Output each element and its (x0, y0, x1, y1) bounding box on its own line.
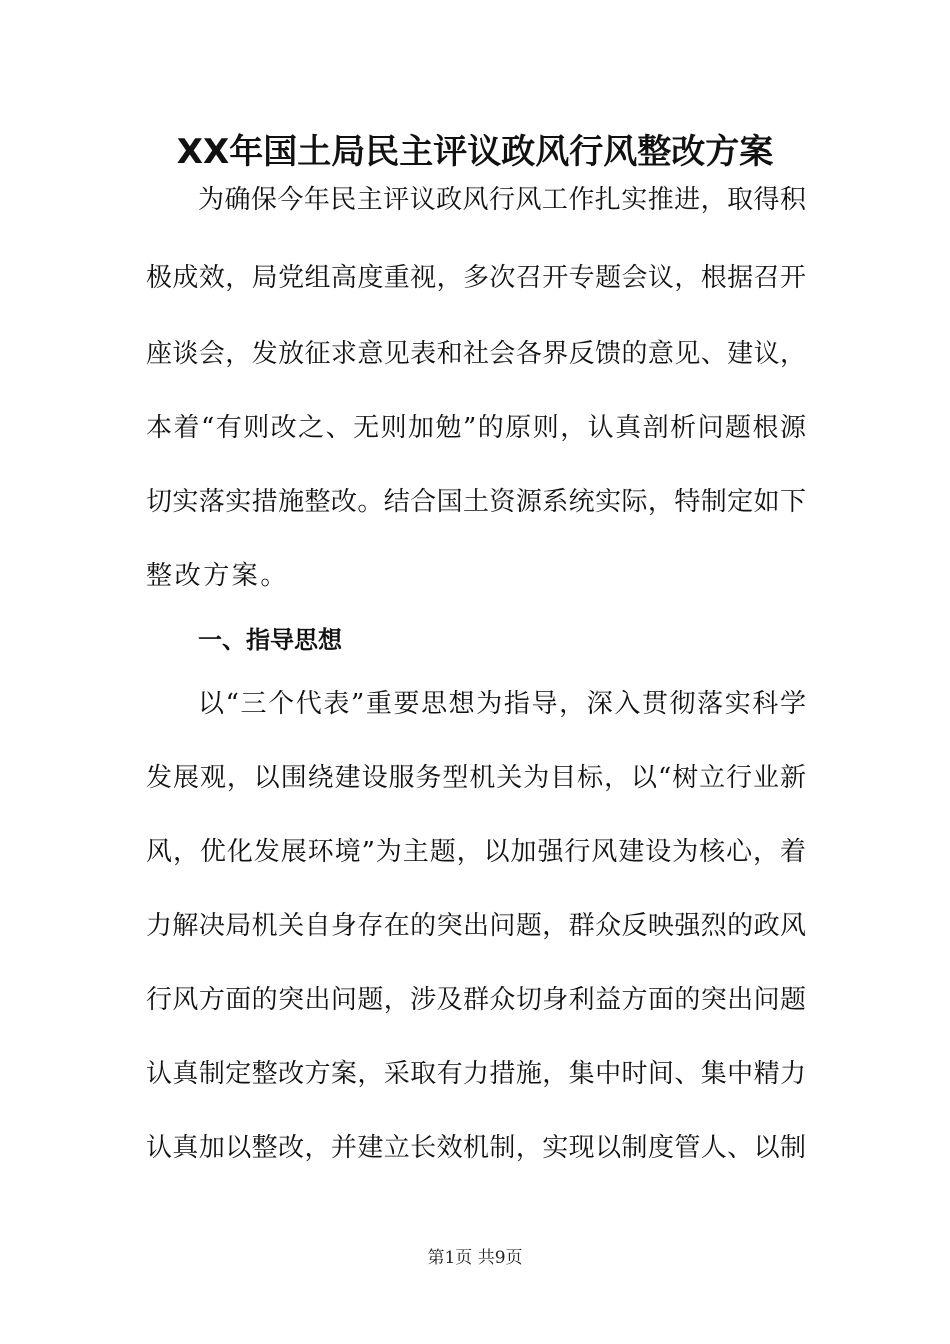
section1-line-6: 认真制定整改方案，采取有力措施，集中时间、集中精力 (146, 1059, 806, 1089)
section1-line-7: 认真加以整改，并建立长效机制，实现以制度管人、以制 (146, 1133, 806, 1163)
intro-line-3: 座谈会，发放征求意见表和社会各界反馈的意见、建议， (146, 339, 806, 369)
section1-line-2: 发展观，以围绕建设服务型机关为目标，以“树立行业新 (146, 763, 806, 793)
intro-line-6: 整改方案。 (146, 561, 290, 591)
section1-line-3: 风，优化发展环境”为主题，以加强行风建设为核心，着 (146, 837, 806, 867)
document-title: XX年国土局民主评议政风行风整改方案 (176, 132, 774, 172)
intro-line-1: 为确保今年民主评议政风行风工作扎实推进，取得积 (198, 185, 806, 215)
section1-line-5: 行风方面的突出问题，涉及群众切身利益方面的突出问题 (146, 985, 806, 1015)
section-heading-guiding-ideology: 一、指导思想 (198, 626, 342, 654)
intro-line-4: 本着“有则改之、无则加勉”的原则，认真剖析问题根源 (146, 413, 806, 443)
intro-line-2: 极成效，局党组高度重视，多次召开专题会议，根据召开 (146, 263, 806, 293)
section1-line-1: 以“三个代表”重要思想为指导，深入贯彻落实科学 (198, 689, 806, 719)
section1-line-4: 力解决局机关自身存在的突出问题，群众反映强烈的政风 (146, 911, 806, 941)
intro-line-5: 切实落实措施整改。结合国土资源系统实际，特制定如下 (146, 487, 806, 517)
page-number-footer: 第1页 共9页 (427, 1248, 523, 1268)
